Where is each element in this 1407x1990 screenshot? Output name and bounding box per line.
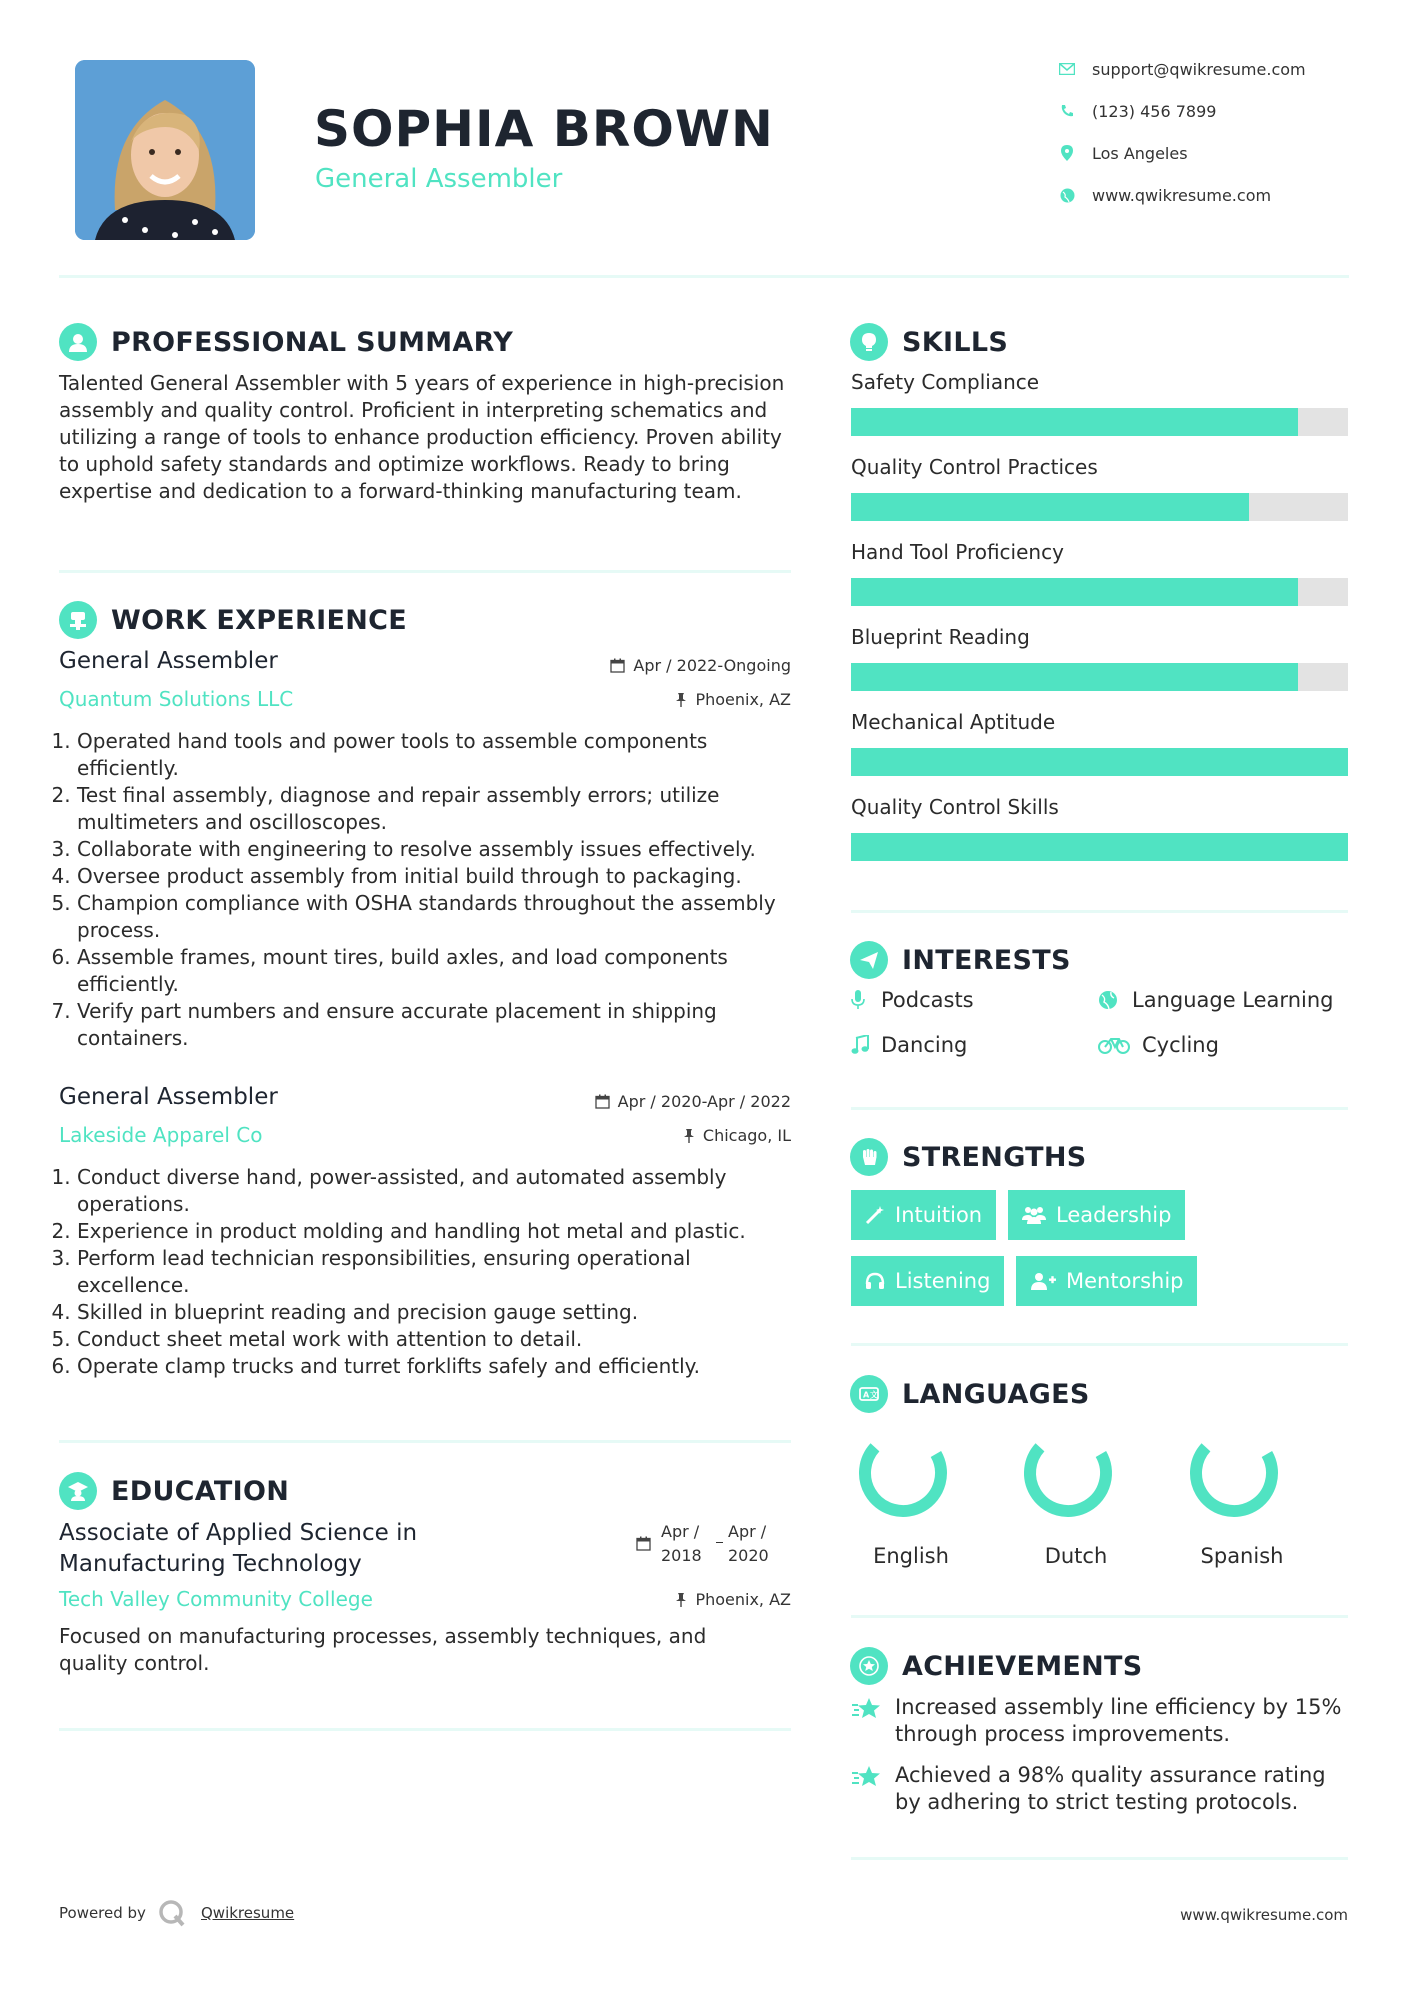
users-icon — [1022, 1206, 1046, 1224]
education-start-year: 2018 — [661, 1546, 702, 1565]
skill-item — [851, 455, 1348, 540]
map-pin-icon — [1056, 142, 1078, 164]
language-ring — [1182, 1425, 1286, 1525]
list-item: 5. Champion compliance with OSHA standards throughout the assembly process. — [77, 890, 799, 944]
education-divider — [59, 1728, 791, 1731]
achievement-item — [851, 1694, 1348, 1748]
candidate-name: SOPHIA BROWN — [314, 100, 774, 158]
achievement-item — [851, 1762, 1348, 1816]
lightbulb-icon — [850, 323, 888, 361]
footer-website[interactable]: www.qwikresume.com — [1180, 1906, 1348, 1924]
pushpin-icon — [675, 1593, 687, 1607]
education-degree-line1: Associate of Applied Science in — [59, 1520, 418, 1546]
skill-bar-fill — [851, 748, 1348, 776]
skill-bar — [851, 493, 1348, 521]
skill-item — [851, 795, 1348, 880]
skill-bar-fill — [851, 408, 1298, 436]
profile-photo — [75, 60, 255, 240]
skill-label: Mechanical Aptitude — [851, 710, 1056, 734]
job-location-text: Chicago, IL — [702, 1126, 791, 1145]
contact-email-text: support@qwikresume.com — [1092, 59, 1306, 79]
list-item: 4. Skilled in blueprint reading and precision gauge setting. — [77, 1299, 799, 1326]
pushpin-icon — [683, 1129, 695, 1143]
contact-phone[interactable] — [1056, 100, 1216, 122]
job-title: General Assembler — [59, 648, 278, 674]
education-dates — [636, 1520, 796, 1570]
contact-location — [1056, 142, 1188, 164]
skill-bar — [851, 748, 1348, 776]
star-icon — [851, 1694, 895, 1726]
education-location — [560, 1590, 791, 1609]
languages-heading — [850, 1375, 1090, 1413]
skill-item — [851, 710, 1348, 795]
graduate-icon — [59, 1472, 97, 1510]
interest-label: Cycling — [1142, 1033, 1219, 1057]
strength-label: Listening — [895, 1269, 991, 1293]
skill-bar — [851, 408, 1348, 436]
headphones-icon — [865, 1272, 885, 1290]
education-heading — [59, 1472, 289, 1510]
header-divider — [59, 275, 1349, 278]
list-item: 2. Test final assembly, diagnose and repair assembly errors; utilize multimeters and oscilloscopes. — [77, 782, 799, 836]
education-end-year: 2020 — [728, 1546, 769, 1565]
skills-heading-text: SKILLS — [902, 326, 1009, 358]
strength-label: Mentorship — [1066, 1269, 1184, 1293]
language-ring-arc — [851, 1425, 955, 1525]
calendar-icon — [595, 1094, 610, 1109]
skill-label: Hand Tool Proficiency — [851, 540, 1064, 564]
skills-heading — [850, 323, 1008, 361]
phone-icon — [1056, 100, 1078, 122]
star-badge-icon — [850, 1647, 888, 1685]
qwikresume-logo-icon — [157, 1898, 187, 1928]
education-end-date — [728, 1520, 769, 1568]
languages-divider — [851, 1615, 1348, 1618]
list-item: 1. Conduct diverse hand, power-assisted, and automated assembly operations. — [77, 1164, 799, 1218]
strengths-heading-text: STRENGTHS — [902, 1141, 1087, 1173]
education-heading-text: EDUCATION — [111, 1475, 290, 1507]
languages-heading-text: LANGUAGES — [902, 1378, 1090, 1410]
interest-item — [1098, 988, 1333, 1012]
svg-text:A: A — [863, 1390, 870, 1400]
job-location-text: Phoenix, AZ — [695, 690, 791, 709]
achievements-heading-text: ACHIEVEMENTS — [902, 1650, 1143, 1682]
skill-item — [851, 540, 1348, 625]
skills-list — [851, 370, 1348, 880]
strength-label: Leadership — [1056, 1203, 1172, 1227]
education-school: Tech Valley Community College — [59, 1587, 373, 1611]
list-item: 1. Operated hand tools and power tools to assemble components efficiently. — [77, 728, 799, 782]
skill-item — [851, 625, 1348, 710]
interest-item — [851, 988, 974, 1012]
contact-email[interactable] — [1056, 58, 1306, 80]
briefcase-icon — [59, 601, 97, 639]
skill-label: Quality Control Skills — [851, 795, 1059, 819]
education-description: Focused on manufacturing processes, assembly techniques, and quality control. — [59, 1624, 707, 1675]
job-dates — [560, 656, 791, 675]
achievements-divider — [851, 1857, 1348, 1860]
list-item: 3. Collaborate with engineering to resolve assembly issues effectively. — [77, 836, 799, 863]
skill-label: Quality Control Practices — [851, 455, 1098, 479]
list-item: 5. Conduct sheet metal work with attention to detail. — [77, 1326, 799, 1353]
user-icon — [59, 323, 97, 361]
globe-icon — [1098, 990, 1132, 1010]
list-item: 3. Perform lead technician responsibilities, ensuring operational excellence. — [77, 1245, 799, 1299]
skill-bar-fill — [851, 833, 1348, 861]
star-icon — [851, 1762, 895, 1794]
strength-chip — [851, 1256, 1004, 1306]
pushpin-icon — [675, 693, 687, 707]
candidate-title: General Assembler — [315, 164, 563, 194]
job-bullets — [59, 728, 799, 1052]
interest-label: Language Learning — [1132, 988, 1334, 1012]
language-icon — [850, 1375, 888, 1413]
list-item: 6. Assemble frames, mount tires, build axles, and load components efficiently. — [77, 944, 799, 998]
interests-heading-text: INTERESTS — [902, 944, 1071, 976]
language-label: English — [873, 1544, 949, 1568]
language-ring-arc — [1182, 1425, 1286, 1525]
interests-heading — [850, 941, 1071, 979]
language-ring — [851, 1425, 955, 1525]
job-dates-text: Apr / 2020-Apr / 2022 — [617, 1092, 791, 1111]
interest-label: Podcasts — [881, 988, 974, 1012]
skills-divider — [851, 910, 1348, 913]
contact-phone-text: (123) 456 7899 — [1092, 101, 1217, 121]
education-start-date — [661, 1520, 702, 1568]
bicycle-icon — [1098, 1036, 1142, 1054]
strength-label: Intuition — [895, 1203, 983, 1227]
skill-bar — [851, 663, 1348, 691]
footer-powered-by: Powered by — [59, 1904, 146, 1922]
list-item: 2. Experience in product molding and handling hot metal and plastic. — [77, 1218, 799, 1245]
paper-plane-icon — [850, 941, 888, 979]
strengths-heading — [850, 1138, 1087, 1176]
summary-text: Talented General Assembler with 5 years of experience in high-precision assembly and quality control. Proficient in interpreting schematics and utilizing a range of tools to enhance production efficiency. Proven ability to uphold safety standards and optimize workflows. Ready to bring expertise and dedication to a forward-thinking manufacturing team. — [59, 371, 785, 503]
experience-heading — [59, 601, 407, 639]
microphone-icon — [851, 990, 881, 1010]
skill-label: Safety Compliance — [851, 370, 1040, 394]
summary-divider — [59, 570, 791, 573]
interest-item — [851, 1033, 967, 1057]
achievement-text: Increased assembly line efficiency by 15% through process improvements. — [895, 1695, 1342, 1746]
skill-bar-fill — [851, 663, 1298, 691]
job-title: General Assembler — [59, 1084, 278, 1110]
calendar-icon — [636, 1536, 651, 1551]
date-separator — [716, 1542, 723, 1543]
skill-bar-fill — [851, 493, 1249, 521]
strength-chip — [851, 1190, 996, 1240]
interest-label: Dancing — [881, 1033, 968, 1057]
education-end-month: Apr / — [728, 1522, 767, 1541]
strength-chip — [1016, 1256, 1197, 1306]
interests-divider — [851, 1107, 1348, 1110]
contact-location-text: Los Angeles — [1092, 143, 1188, 163]
job-company: Quantum Solutions LLC — [59, 687, 294, 711]
achievement-text: Achieved a 98% quality assurance rating by adhering to strict testing protocols. — [895, 1763, 1326, 1814]
fist-icon — [850, 1138, 888, 1176]
list-item: 7. Verify part numbers and ensure accurate placement in shipping containers. — [77, 998, 799, 1052]
job-dates — [540, 1092, 791, 1111]
skill-item — [851, 370, 1348, 455]
contact-website[interactable] — [1056, 184, 1271, 206]
language-rings — [851, 1425, 1348, 1525]
skill-bar-fill — [851, 578, 1298, 606]
language-ring-arc — [1016, 1425, 1120, 1525]
interest-item — [1098, 1033, 1219, 1057]
job-location — [560, 1126, 791, 1145]
language-ring — [1016, 1425, 1120, 1525]
strengths-divider — [851, 1343, 1348, 1346]
job-company: Lakeside Apparel Co — [59, 1123, 263, 1147]
skill-bar — [851, 833, 1348, 861]
envelope-icon — [1056, 58, 1078, 80]
globe-icon — [1056, 184, 1078, 206]
list-item: 4. Oversee product assembly from initial build through to packaging. — [77, 863, 799, 890]
achievements-heading — [850, 1647, 1143, 1685]
language-label: Spanish — [1200, 1544, 1284, 1568]
list-item: 6. Operate clamp trucks and turret forklifts safely and efficiently. — [77, 1353, 799, 1380]
magic-wand-icon — [865, 1205, 885, 1225]
education-degree-line2: Manufacturing Technology — [59, 1551, 362, 1577]
summary-heading-text: PROFESSIONAL SUMMARY — [111, 326, 514, 358]
music-icon — [851, 1035, 881, 1055]
job-location — [560, 690, 791, 709]
education-start-month: Apr / — [661, 1522, 700, 1541]
user-plus-icon — [1030, 1272, 1056, 1290]
skill-bar — [851, 578, 1348, 606]
experience-divider — [59, 1440, 791, 1443]
calendar-icon — [610, 658, 625, 673]
contact-website-text: www.qwikresume.com — [1092, 185, 1272, 205]
summary-heading — [59, 323, 513, 361]
footer-brand-link[interactable]: Qwikresume — [201, 1904, 295, 1922]
language-label: Dutch — [1044, 1544, 1108, 1568]
job-dates-text: Apr / 2022-Ongoing — [633, 656, 791, 675]
experience-heading-text: WORK EXPERIENCE — [111, 604, 407, 636]
education-location-text: Phoenix, AZ — [695, 1590, 791, 1609]
strength-chip — [1008, 1190, 1185, 1240]
job-bullets — [59, 1164, 799, 1380]
education-degree — [59, 1518, 417, 1580]
svg-text:文: 文 — [870, 1390, 878, 1400]
skill-label: Blueprint Reading — [851, 625, 1030, 649]
